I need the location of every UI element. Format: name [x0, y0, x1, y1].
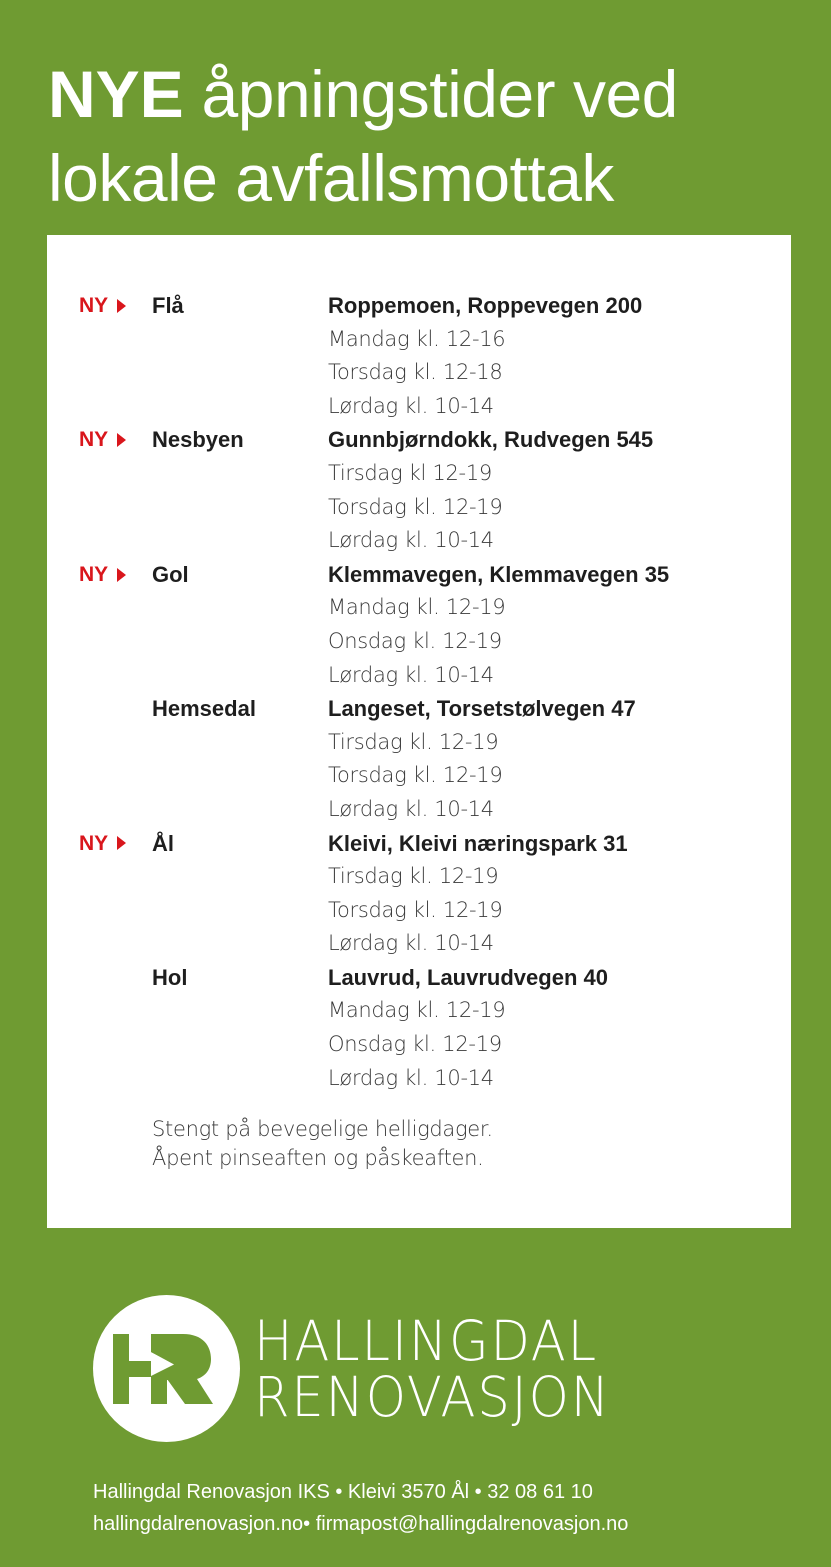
opening-hours: Tirsdag kl 12-19 [328, 460, 492, 485]
site-entry [47, 692, 791, 826]
opening-hours: Mandag kl. 12-16 [328, 326, 506, 351]
triangle-right-icon [117, 433, 126, 447]
triangle-right-icon [117, 299, 126, 313]
footer-web-line [93, 1508, 628, 1540]
new-badge-label: NY [79, 562, 109, 586]
opening-hours-row [47, 994, 791, 1028]
schedule-card [47, 235, 791, 1228]
opening-hours-row [47, 356, 791, 390]
town-name: Ål [152, 830, 174, 856]
new-badge-label: NY [79, 831, 109, 855]
town-name: Gol [152, 561, 189, 587]
new-badge [79, 423, 126, 457]
opening-hours: Mandag kl. 12-19 [328, 998, 506, 1023]
opening-hours-row [47, 524, 791, 558]
footer-contact [93, 1476, 628, 1540]
opening-hours-row [47, 625, 791, 659]
opening-hours: Mandag kl. 12-19 [328, 595, 506, 620]
site-header-row [47, 423, 791, 457]
opening-hours: Torsdag kl. 12-19 [328, 763, 503, 788]
logo-line-1: HALLINGDAL [254, 1308, 599, 1373]
site-entry [47, 961, 791, 1095]
site-entry [47, 558, 791, 692]
town-name: Hemsedal [152, 696, 256, 722]
logo-wordmark [254, 1308, 638, 1429]
opening-hours-row [47, 390, 791, 424]
site-address: Lauvrud, Lauvrudvegen 40 [328, 964, 608, 990]
new-badge-label: NY [79, 428, 109, 452]
opening-hours-row [47, 323, 791, 357]
opening-hours-row [47, 491, 791, 525]
site-entry [47, 423, 791, 557]
town-name: Hol [152, 964, 188, 990]
opening-hours-row [47, 1062, 791, 1096]
new-badge [79, 558, 126, 592]
footer-address-line: Hallingdal Renovasjon IKS • Kleivi 3570 Ål • 32 08 61 10 [93, 1481, 593, 1503]
headline-line-2: lokale avfallsmottak [48, 141, 614, 215]
opening-hours: Onsdag kl. 12-19 [328, 1032, 502, 1057]
opening-hours: Torsdag kl. 12-19 [328, 494, 503, 519]
town-name: Flå [152, 293, 184, 318]
headline-rest: åpningstider ved [183, 57, 678, 131]
site-header-row [47, 827, 791, 861]
site-entry [47, 827, 791, 961]
opening-hours: Torsdag kl. 12-18 [328, 360, 503, 385]
headline-strong: NYE [48, 57, 184, 131]
site-address: Kleivi, Kleivi næringspark 31 [328, 830, 628, 856]
site-address: Roppemoen, Roppevegen 200 [328, 293, 643, 318]
opening-hours: Lørdag kl. 10-14 [328, 393, 494, 418]
opening-hours-row [47, 457, 791, 491]
company-logo [93, 1295, 638, 1442]
opening-hours-row [47, 726, 791, 760]
site-address: Langeset, Torsetstølvegen 47 [328, 696, 636, 722]
opening-hours-row [47, 659, 791, 693]
hr-monogram-icon [93, 1295, 240, 1442]
opening-hours-row [47, 894, 791, 928]
website-link[interactable]: hallingdalrenovasjon.no [93, 1513, 304, 1535]
note-closed-holidays: Stengt på bevegelige helligdager. [152, 1117, 493, 1141]
opening-hours-row [47, 860, 791, 894]
site-header-row [47, 558, 791, 592]
schedule-list [47, 289, 791, 1095]
site-address: Gunnbjørndokk, Rudvegen 545 [328, 427, 654, 453]
site-header-row [47, 961, 791, 995]
separator: • [303, 1513, 316, 1535]
site-entry [47, 289, 791, 423]
new-badge [79, 289, 126, 323]
new-badge [79, 827, 126, 861]
opening-hours-row [47, 759, 791, 793]
note-open-eves: Åpent pinseaften og påskeaften. [152, 1146, 484, 1170]
opening-hours: Torsdag kl. 12-19 [328, 897, 503, 922]
opening-hours: Lørdag kl. 10-14 [328, 1065, 494, 1090]
opening-hours: Tirsdag kl. 12-19 [328, 729, 499, 754]
opening-hours: Lørdag kl. 10-14 [328, 796, 494, 821]
logo-line-2: RENOVASJON [254, 1364, 611, 1429]
opening-hours: Tirsdag kl. 12-19 [328, 864, 499, 889]
opening-hours-row [47, 793, 791, 827]
headline-line-1 [48, 52, 818, 136]
opening-hours-row [47, 927, 791, 961]
triangle-right-icon [117, 568, 126, 582]
notes [152, 1115, 493, 1173]
triangle-right-icon [117, 836, 126, 850]
site-address: Klemmavegen, Klemmavegen 35 [328, 561, 670, 587]
page-title [48, 52, 818, 220]
town-name: Nesbyen [152, 427, 244, 453]
site-header-row [47, 289, 791, 323]
email-link[interactable]: firmapost@hallingdalrenovasjon.no [315, 1513, 629, 1535]
opening-hours-row [47, 1028, 791, 1062]
site-header-row [47, 692, 791, 726]
opening-hours: Lørdag kl. 10-14 [328, 662, 494, 687]
opening-hours: Onsdag kl. 12-19 [328, 628, 502, 653]
opening-hours: Lørdag kl. 10-14 [328, 528, 494, 553]
new-badge-label: NY [79, 294, 109, 317]
opening-hours-row [47, 591, 791, 625]
opening-hours: Lørdag kl. 10-14 [328, 931, 494, 956]
